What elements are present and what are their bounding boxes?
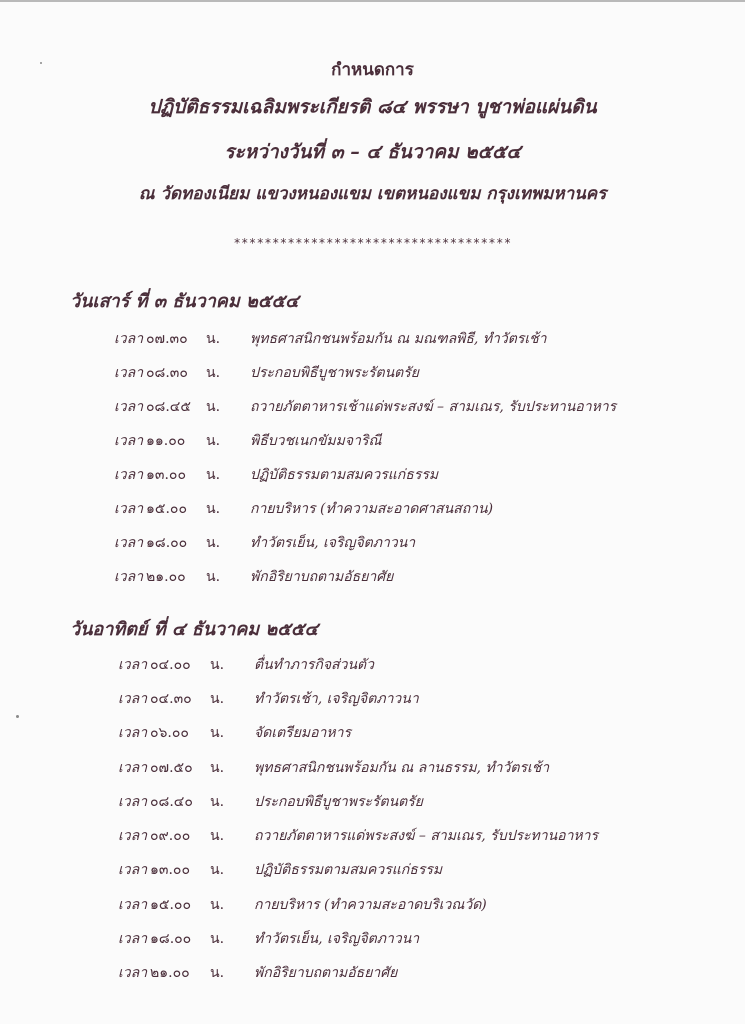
row-suffix: น. <box>210 794 225 810</box>
row-activity: กายบริหาร (ทำความสะอาดบริเวณวัด) <box>254 897 487 913</box>
row-activity: ถวายภัตตาหารเช้าแด่พระสงฆ์ – สามเณร, รับประทานอาหาร <box>250 399 617 415</box>
document-title: กำหนดการ <box>331 60 414 80</box>
row-suffix: น. <box>210 931 225 947</box>
row-time: ๑๓.๐๐ <box>150 862 190 878</box>
day1-heading: วันเสาร์ ที่ ๓ ธันวาคม ๒๕๕๔ <box>70 291 299 312</box>
schedule-row <box>0 688 745 710</box>
row-label: เวลา <box>118 691 148 707</box>
schedule-row <box>0 825 745 847</box>
row-activity: ทำวัตรเช้า, เจริญจิตภาวนา <box>254 691 419 707</box>
row-label: เวลา <box>114 365 144 381</box>
row-label: เวลา <box>114 569 144 585</box>
row-time: ๑๓.๐๐ <box>146 467 186 483</box>
schedule-row <box>0 430 745 452</box>
scan-speck <box>40 62 42 64</box>
day2-heading: วันอาทิตย์ ที่ ๔ ธันวาคม ๒๕๕๔ <box>70 619 319 640</box>
row-time: ๐๘.๔๐ <box>150 794 193 810</box>
schedule-row <box>0 859 745 881</box>
schedule-row <box>0 757 745 779</box>
row-activity: ตื่นทำภารกิจส่วนตัว <box>254 657 374 673</box>
event-dates: ระหว่างวันที่ ๓ – ๔ ธันวาคม ๒๕๕๔ <box>224 141 521 163</box>
row-label: เวลา <box>114 433 144 449</box>
schedule-row <box>0 566 745 588</box>
row-suffix: น. <box>210 691 225 707</box>
row-activity: ปฏิบัติธรรมตามสมควรแก่ธรรม <box>254 862 443 878</box>
row-label: เวลา <box>114 331 144 347</box>
row-label: เวลา <box>118 931 148 947</box>
row-activity: ทำวัตรเย็น, เจริญจิตภาวนา <box>250 535 416 551</box>
row-suffix: น. <box>210 862 225 878</box>
row-time: ๐๔.๓๐ <box>150 691 192 707</box>
row-suffix: น. <box>206 535 221 551</box>
row-activity: ประกอบพิธีบูชาพระรัตนตรัย <box>254 794 423 810</box>
row-activity: จัดเตรียมอาหาร <box>254 725 352 741</box>
row-activity: พักอิริยาบถตามอัธยาศัย <box>254 965 398 981</box>
row-suffix: น. <box>206 501 221 517</box>
row-label: เวลา <box>118 760 148 776</box>
schedule-row <box>0 498 745 520</box>
row-activity: พิธีบวชเนกขัมมจาริณี <box>250 433 382 449</box>
row-activity: ปฏิบัติธรรมตามสมควรแก่ธรรม <box>250 467 439 483</box>
row-suffix: น. <box>206 399 221 415</box>
event-location: ณ วัดทองเนียม แขวงหนองแขม เขตหนองแขม กรุงเทพมหานคร <box>138 184 607 204</box>
schedule-row <box>0 396 745 418</box>
row-label: เวลา <box>118 657 148 673</box>
top-edge-line <box>0 0 745 2</box>
row-activity: กายบริหาร (ทำความสะอาดศาสนสถาน) <box>250 501 494 517</box>
row-label: เวลา <box>118 725 148 741</box>
row-time: ๑๕.๐๐ <box>150 897 192 913</box>
row-label: เวลา <box>118 965 148 981</box>
row-time: ๐๘.๓๐ <box>146 365 188 381</box>
row-activity: ประกอบพิธีบูชาพระรัตนตรัย <box>250 365 419 381</box>
row-time: ๑๕.๐๐ <box>146 501 188 517</box>
row-suffix: น. <box>206 467 221 483</box>
row-suffix: น. <box>206 365 221 381</box>
row-time: ๐๗.๕๐ <box>150 760 193 776</box>
schedule-row <box>0 532 745 554</box>
row-activity: ถวายภัตตาหารแด่พระสงฆ์ – สามเณร, รับประทานอาหาร <box>254 828 599 844</box>
row-time: ๒๑.๐๐ <box>146 569 186 585</box>
row-time: ๐๙.๐๐ <box>150 828 191 844</box>
row-label: เวลา <box>118 897 148 913</box>
row-label: เวลา <box>118 862 148 878</box>
schedule-row <box>0 362 745 384</box>
row-activity: พักอิริยาบถตามอัธยาศัย <box>250 569 394 585</box>
schedule-row <box>0 928 745 950</box>
row-time: ๐๘.๔๕ <box>146 399 191 415</box>
row-time: ๐๔.๐๐ <box>150 657 191 673</box>
row-label: เวลา <box>114 467 144 483</box>
schedule-row <box>0 464 745 486</box>
schedule-row <box>0 328 745 350</box>
schedule-row <box>0 894 745 916</box>
schedule-row <box>0 654 745 676</box>
schedule-row <box>0 791 745 813</box>
row-label: เวลา <box>118 794 148 810</box>
schedule-row <box>0 962 745 984</box>
row-activity: พุทธศาสนิกชนพร้อมกัน ณ มณฑลพิธี, ทำวัตรเช้า <box>250 331 547 347</box>
row-time: ๑๑.๐๐ <box>146 433 186 449</box>
row-activity: พุทธศาสนิกชนพร้อมกัน ณ ลานธรรม, ทำวัตรเช้า <box>254 760 550 776</box>
row-label: เวลา <box>114 501 144 517</box>
row-label: เวลา <box>114 399 144 415</box>
row-time: ๒๑.๐๐ <box>150 965 190 981</box>
row-suffix: น. <box>206 331 221 347</box>
row-suffix: น. <box>210 725 225 741</box>
asterisk-divider: ************************************ <box>233 236 512 250</box>
row-suffix: น. <box>210 897 225 913</box>
event-name: ปฏิบัติธรรมเฉลิมพระเกียรติ ๘๔ พรรษา บูชาพ่อแผ่นดิน <box>148 96 597 118</box>
row-suffix: น. <box>210 657 225 673</box>
schedule-row <box>0 722 745 744</box>
row-label: เวลา <box>114 535 144 551</box>
row-time: ๑๘.๐๐ <box>150 931 192 947</box>
row-time: ๐๗.๓๐ <box>146 331 188 347</box>
row-suffix: น. <box>210 965 225 981</box>
row-suffix: น. <box>210 760 225 776</box>
row-suffix: น. <box>210 828 225 844</box>
row-label: เวลา <box>118 828 148 844</box>
row-time: ๑๘.๐๐ <box>146 535 188 551</box>
row-suffix: น. <box>206 569 221 585</box>
row-time: ๐๖.๐๐ <box>150 725 189 741</box>
scan-speck <box>16 715 19 718</box>
row-suffix: น. <box>206 433 221 449</box>
row-activity: ทำวัตรเย็น, เจริญจิตภาวนา <box>254 931 420 947</box>
